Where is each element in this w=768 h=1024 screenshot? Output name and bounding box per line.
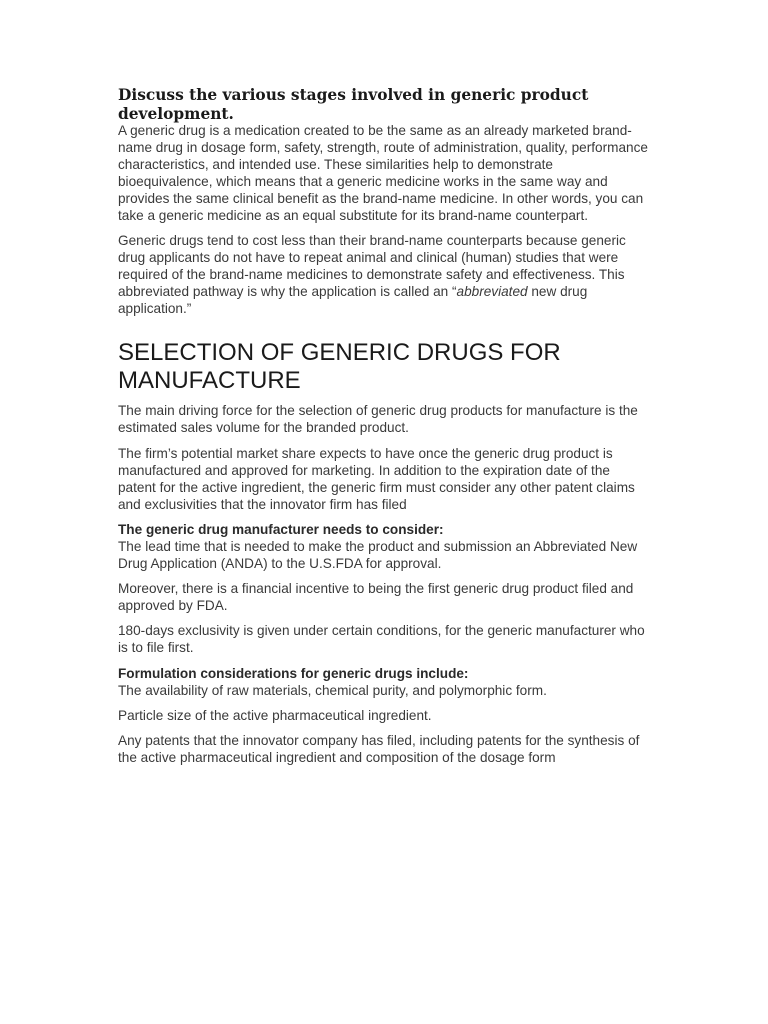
- formulation-paragraph-2: Particle size of the active pharmaceutical ingredient.: [118, 708, 432, 724]
- section-paragraph-1: The main driving force for the selection of generic drug products for manufacture is the estimated sales volume for the branded product.: [118, 403, 638, 436]
- consider-paragraph-1: The lead time that is needed to make the product and submission an Abbreviated New Drug Application (ANDA) to the U.S.FDA for approval.: [118, 538, 638, 571]
- document-page: [118, 86, 648, 776]
- intro-paragraph-2-tail: new drug application.”: [118, 283, 588, 316]
- consider-paragraph-2: Moreover, there is a financial incentive to being the first generic drug product filed and approved by FDA.: [118, 581, 634, 614]
- intro-paragraph-2: [118, 233, 648, 318]
- intro-paragraph-2-text: Generic drugs tend to cost less than their brand-name counterparts because generic drug applicants do not have to repeat animal and clinical (human) studies that were required of the brand-name medicines to demonstrate safety and effectiveness. This abbreviated pathway is why the application is called an “: [118, 232, 626, 299]
- consider-paragraph-3: 180-days exclusivity is given under certain conditions, for the generic manufacturer who is to file first.: [118, 623, 645, 656]
- intro-paragraph-1: A generic drug is a medication created to be the same as an already marketed brand-name drug in dosage form, safety, strength, route of administration, quality, performance characteristics, and intended use. These similarities help to demonstrate bioequivalence, which means that a generic medicine works in the same way and provides the same clinical benefit as the brand-name medicine. In other words, you can take a generic medicine as an equal substitute for its brand-name counterpart.: [118, 123, 648, 223]
- section-paragraph-2: The firm’s potential market share expects to have once the generic drug product is manufactured and approved for marketing. In addition to the expiration date of the patent for the active ingredient, the generic firm must consider any other patent claims and exclusivities that the innovator firm has filed: [118, 445, 635, 512]
- intro-paragraph-2-italic: abbreviated: [456, 283, 528, 299]
- formulation-paragraph-3: Any patents that the innovator company has filed, including patents for the synthesis of the active pharmaceutical ingredient and composition of the dosage form: [118, 733, 640, 766]
- formulation-heading: Formulation considerations for generic drugs include:: [118, 665, 469, 681]
- section-heading: SELECTION OF GENERIC DRUGS FOR MANUFACTURE: [118, 339, 561, 395]
- document-title: Discuss the various stages involved in generic product development.: [118, 86, 589, 123]
- formulation-paragraph-1: The availability of raw materials, chemical purity, and polymorphic form.: [118, 682, 547, 698]
- consider-heading: The generic drug manufacturer needs to consider:: [118, 521, 444, 537]
